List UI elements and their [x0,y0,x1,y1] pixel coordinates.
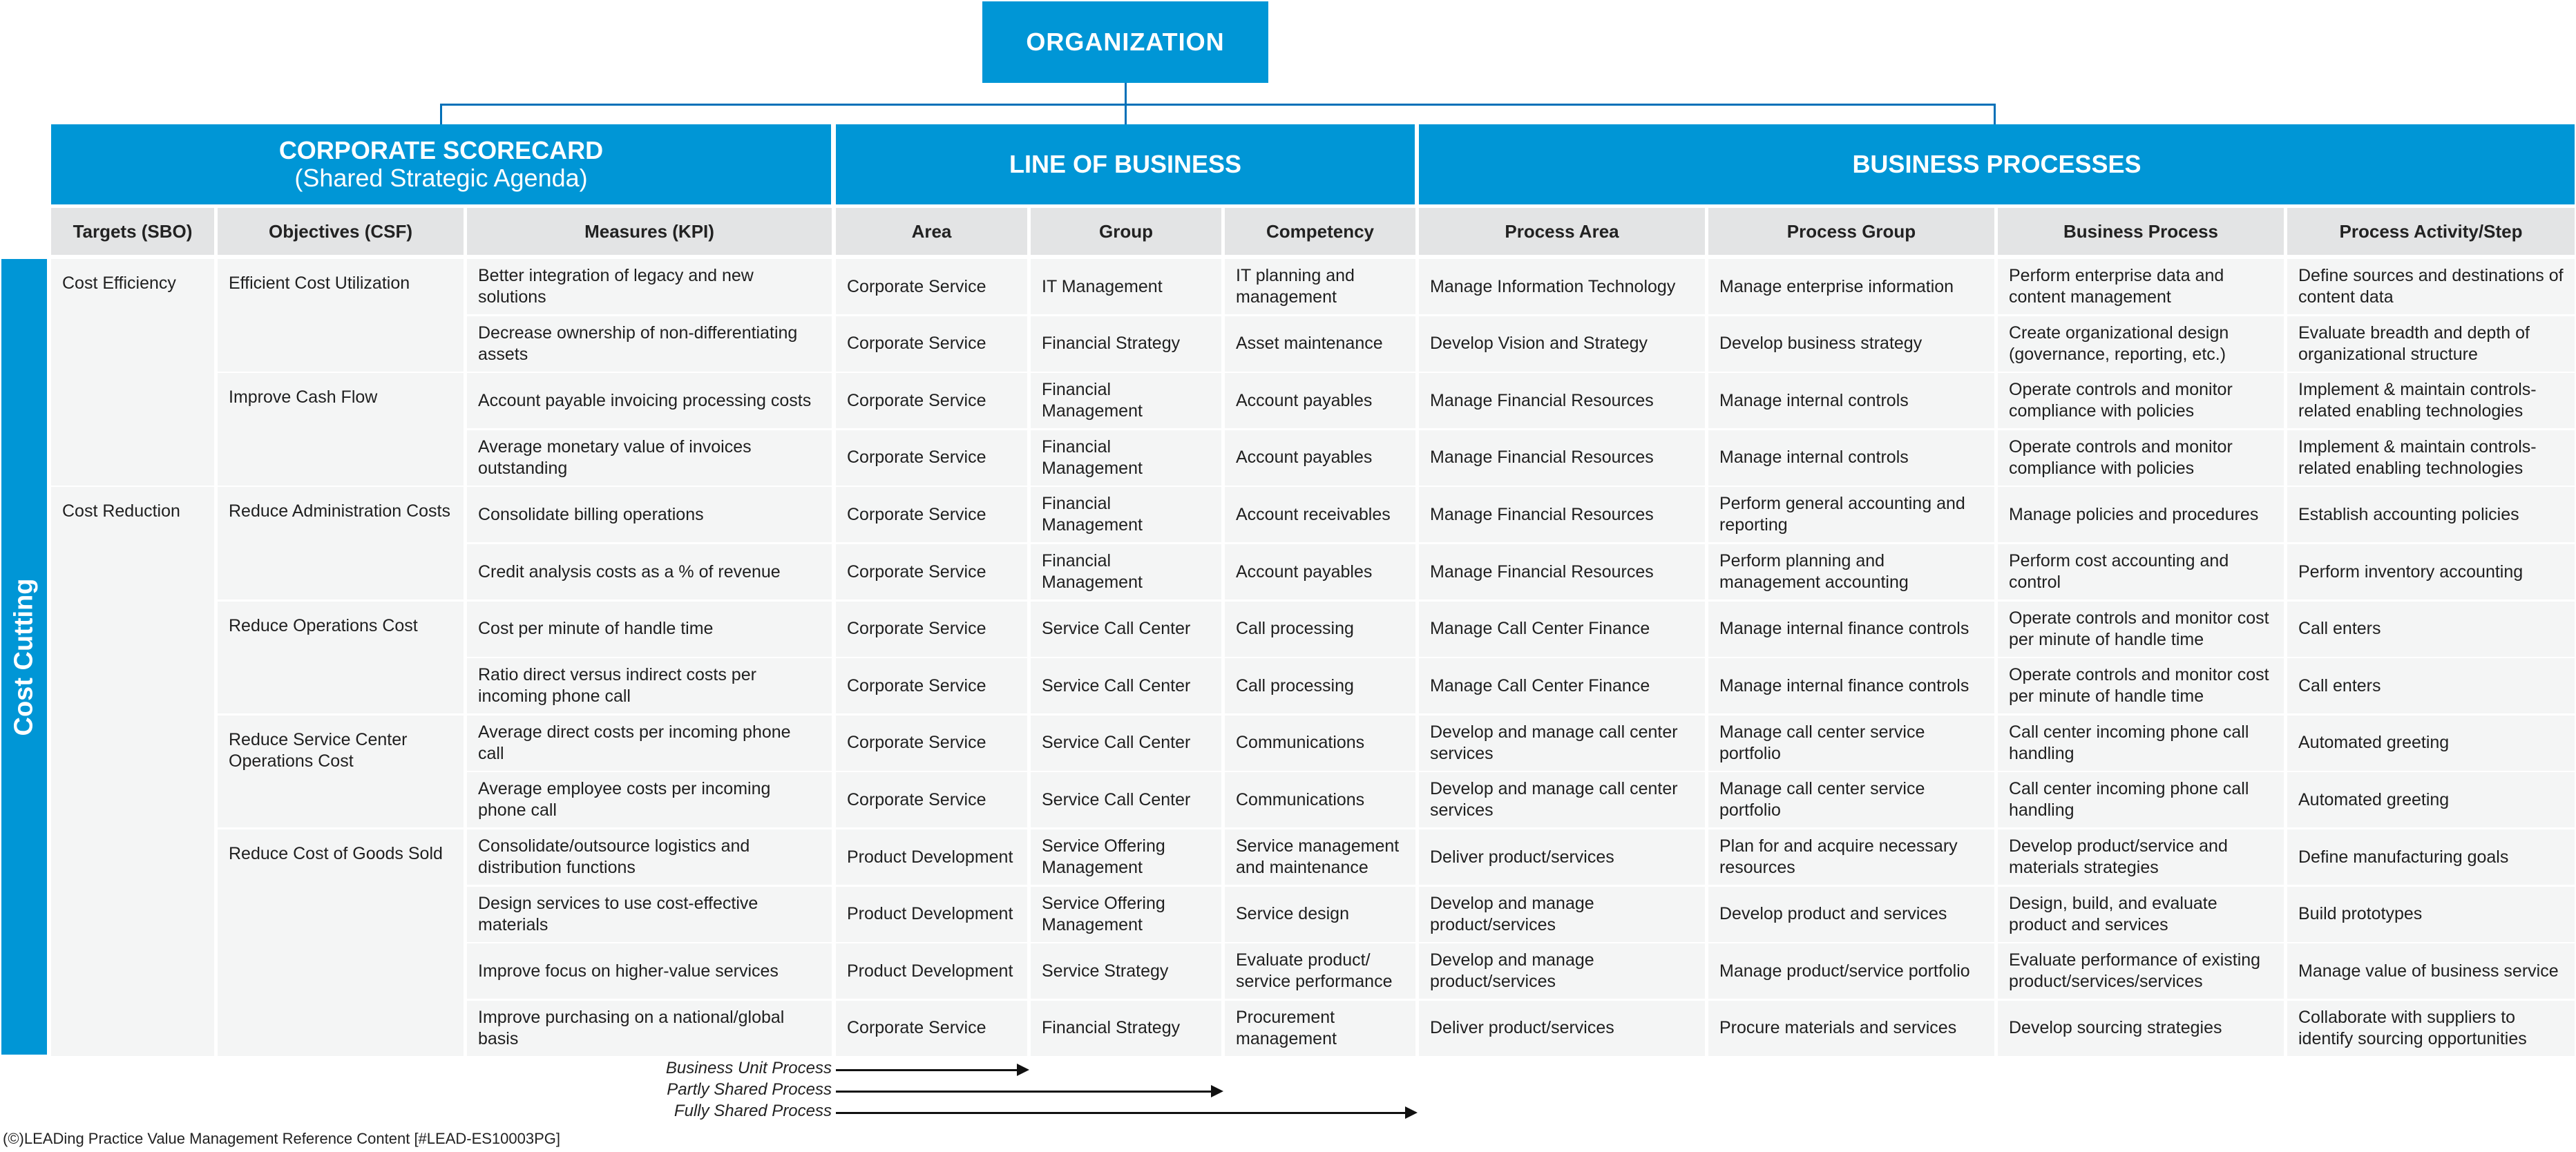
legend-label-business-unit: Business Unit Process [665,1059,832,1077]
competency-cell: Account receivables [1225,487,1415,542]
group-cell: Service Call Center [1031,716,1221,771]
process-area-cell: Manage Information Technology [1419,259,1705,314]
measure-cell: Ratio direct versus indirect costs per incoming phone call [467,658,832,713]
business-process-cell: Call center incoming phone call handling [1998,716,2284,771]
business-process-cell: Operate controls and monitor cost per minute of handle time [1998,602,2284,657]
measure-cell: Cost per minute of handle time [467,602,832,657]
side-label-text: Cost Cutting [9,578,39,736]
measure-cell: Better integration of legacy and new solutions [467,259,832,314]
process-area-cell: Manage Call Center Finance [1419,602,1705,657]
legend-arrow-partly-shared [836,1091,1221,1093]
measure-cell: Design services to use cost-effective materials [467,887,832,942]
process-group-cell: Perform planning and management accounting [1708,544,1994,599]
competency-cell: Asset maintenance [1225,316,1415,372]
competency-cell: Procurement management [1225,1001,1415,1056]
header-targets: Targets (SBO) [51,208,214,255]
area-cell: Corporate Service [836,772,1027,827]
objective-cell: Improve Cash Flow [218,373,464,486]
area-cell: Corporate Service [836,259,1027,314]
area-cell: Product Development [836,829,1027,885]
process-activity-cell: Define sources and destinations of content data [2287,259,2575,314]
area-cell: Corporate Service [836,544,1027,599]
business-process-cell: Develop product/service and materials strategies [1998,829,2284,885]
connector-vertical-right [1994,104,1996,124]
business-process-cell: Develop sourcing strategies [1998,1001,2284,1056]
process-activity-cell: Call enters [2287,658,2575,713]
process-group-cell: Perform general accounting and reporting [1708,487,1994,542]
measure-cell: Average direct costs per incoming phone call [467,716,832,771]
competency-cell: Communications [1225,772,1415,827]
measure-cell: Credit analysis costs as a % of revenue [467,544,832,599]
competency-cell: Account payables [1225,373,1415,428]
organization-box: ORGANIZATION [982,1,1268,83]
measure-cell: Consolidate billing operations [467,487,832,542]
process-area-cell: Manage Financial Resources [1419,373,1705,428]
process-area-cell: Develop and manage product/services [1419,887,1705,942]
process-area-cell: Develop and manage product/services [1419,943,1705,999]
category-corporate-subtitle: (Shared Strategic Agenda) [294,164,588,192]
area-cell: Corporate Service [836,430,1027,486]
process-group-cell: Manage internal finance controls [1708,658,1994,713]
business-process-cell: Operate controls and monitor compliance with policies [1998,430,2284,486]
group-cell: Service Strategy [1031,943,1221,999]
process-group-cell: Manage internal controls [1708,430,1994,486]
measure-cell: Account payable invoicing processing costs [467,373,832,428]
target-cell: Cost Efficiency [51,259,214,486]
process-area-cell: Manage Financial Resources [1419,487,1705,542]
business-process-cell: Evaluate performance of existing product/services/services [1998,943,2284,999]
process-activity-cell: Define manufacturing goals [2287,829,2575,885]
group-cell: Service Offering Management [1031,829,1221,885]
process-area-cell: Develop and manage call center services [1419,716,1705,771]
process-activity-cell: Implement & maintain controls-related enabling technologies [2287,430,2575,486]
process-group-cell: Manage internal controls [1708,373,1994,428]
header-competency: Competency [1225,208,1415,255]
objective-cell: Reduce Administration Costs [218,487,464,599]
business-process-cell: Design, build, and evaluate product and services [1998,887,2284,942]
process-group-cell: Plan for and acquire necessary resources [1708,829,1994,885]
category-lob-title: LINE OF BUSINESS [1009,150,1242,178]
group-cell: Financial Management [1031,373,1221,428]
process-activity-cell: Collaborate with suppliers to identify sourcing opportunities [2287,1001,2575,1056]
competency-cell: Service design [1225,887,1415,942]
header-measures: Measures (KPI) [467,208,832,255]
process-activity-cell: Implement & maintain controls-related enabling technologies [2287,373,2575,428]
process-group-cell: Manage internal finance controls [1708,602,1994,657]
connector-vertical-left [440,104,442,124]
competency-cell: Call processing [1225,658,1415,713]
header-business-process: Business Process [1998,208,2284,255]
process-area-cell: Manage Financial Resources [1419,544,1705,599]
header-area: Area [836,208,1027,255]
legend-label-fully-shared: Fully Shared Process [674,1102,832,1120]
process-group-cell: Manage enterprise information [1708,259,1994,314]
process-activity-cell: Perform inventory accounting [2287,544,2575,599]
area-cell: Corporate Service [836,316,1027,372]
legend-arrow-business-unit [836,1069,1027,1071]
measure-cell: Average monetary value of invoices outstanding [467,430,832,486]
header-process-area: Process Area [1419,208,1705,255]
category-business-processes [1419,124,2575,204]
measure-cell: Improve focus on higher-value services [467,943,832,999]
objective-cell: Reduce Cost of Goods Sold [218,829,464,1056]
business-process-cell: Perform enterprise data and content management [1998,259,2284,314]
process-activity-cell: Automated greeting [2287,772,2575,827]
process-area-cell: Develop and manage call center services [1419,772,1705,827]
group-cell: Service Call Center [1031,772,1221,827]
business-process-cell: Create organizational design (governance, reporting, etc.) [1998,316,2284,372]
objective-cell: Efficient Cost Utilization [218,259,464,372]
business-process-cell: Operate controls and monitor compliance with policies [1998,373,2284,428]
competency-cell: Account payables [1225,544,1415,599]
connector-horizontal [440,104,1996,106]
group-cell: Financial Strategy [1031,316,1221,372]
area-cell: Corporate Service [836,658,1027,713]
process-area-cell: Manage Financial Resources [1419,430,1705,486]
header-process-group: Process Group [1708,208,1994,255]
process-group-cell: Manage call center service portfolio [1708,716,1994,771]
competency-cell: Communications [1225,716,1415,771]
objective-cell: Reduce Operations Cost [218,602,464,714]
header-objectives: Objectives (CSF) [218,208,464,255]
area-cell: Corporate Service [836,1001,1027,1056]
process-activity-cell: Call enters [2287,602,2575,657]
competency-cell: IT planning and management [1225,259,1415,314]
group-cell: Financial Strategy [1031,1001,1221,1056]
process-group-cell: Procure materials and services [1708,1001,1994,1056]
process-area-cell: Manage Call Center Finance [1419,658,1705,713]
area-cell: Corporate Service [836,373,1027,428]
category-line-of-business [836,124,1415,204]
group-cell: Financial Management [1031,487,1221,542]
competency-cell: Call processing [1225,602,1415,657]
process-activity-cell: Evaluate breadth and depth of organizational structure [2287,316,2575,372]
header-group: Group [1031,208,1221,255]
category-corporate-title: CORPORATE SCORECARD [278,136,604,164]
business-process-cell: Operate controls and monitor cost per minute of handle time [1998,658,2284,713]
area-cell: Corporate Service [836,716,1027,771]
group-cell: Service Call Center [1031,658,1221,713]
group-cell: Financial Management [1031,544,1221,599]
process-area-cell: Deliver product/services [1419,829,1705,885]
legend-label-partly-shared: Partly Shared Process [667,1080,832,1099]
process-area-cell: Develop Vision and Strategy [1419,316,1705,372]
measure-cell: Consolidate/outsource logistics and distribution functions [467,829,832,885]
process-group-cell: Develop business strategy [1708,316,1994,372]
category-bp-title: BUSINESS PROCESSES [1852,150,2141,178]
area-cell: Product Development [836,943,1027,999]
measure-cell: Improve purchasing on a national/global basis [467,1001,832,1056]
process-activity-cell: Manage value of business service [2287,943,2575,999]
business-process-cell: Call center incoming phone call handling [1998,772,2284,827]
competency-cell: Account payables [1225,430,1415,486]
area-cell: Product Development [836,887,1027,942]
area-cell: Corporate Service [836,602,1027,657]
process-area-cell: Deliver product/services [1419,1001,1705,1056]
side-label-cost-cutting [1,259,47,1055]
group-cell: Financial Management [1031,430,1221,486]
process-activity-cell: Establish accounting policies [2287,487,2575,542]
measure-cell: Average employee costs per incoming phone call [467,772,832,827]
process-activity-cell: Automated greeting [2287,716,2575,771]
competency-cell: Evaluate product/ service performance [1225,943,1415,999]
measure-cell: Decrease ownership of non-differentiating assets [467,316,832,372]
legend-arrow-fully-shared [836,1112,1415,1114]
process-group-cell: Manage call center service portfolio [1708,772,1994,827]
target-cell: Cost Reduction [51,487,214,1055]
business-process-cell: Manage policies and procedures [1998,487,2284,542]
category-corporate-scorecard [51,124,831,204]
area-cell: Corporate Service [836,487,1027,542]
process-group-cell: Develop product and services [1708,887,1994,942]
group-cell: IT Management [1031,259,1221,314]
process-activity-cell: Build prototypes [2287,887,2575,942]
objective-cell: Reduce Service Center Operations Cost [218,716,464,828]
business-process-cell: Perform cost accounting and control [1998,544,2284,599]
process-group-cell: Manage product/service portfolio [1708,943,1994,999]
competency-cell: Service management and maintenance [1225,829,1415,885]
group-cell: Service Call Center [1031,602,1221,657]
footer-copyright: (©)LEADing Practice Value Management Reference Content [#LEAD-ES10003PG] [3,1130,561,1147]
header-process-activity: Process Activity/Step [2287,208,2575,255]
group-cell: Service Offering Management [1031,887,1221,942]
